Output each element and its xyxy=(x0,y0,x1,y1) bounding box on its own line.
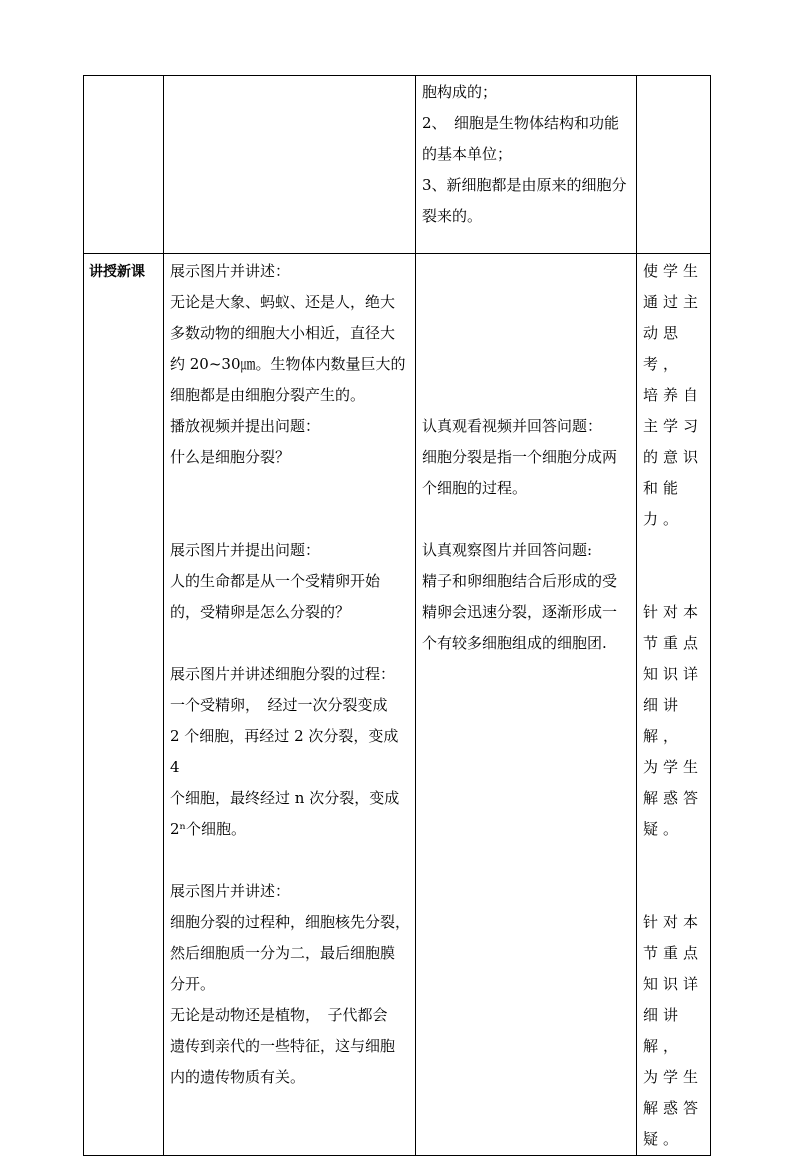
design-intent-cell xyxy=(637,76,711,254)
section-label: 讲授新课 xyxy=(89,264,145,280)
text-line: 胞构成的； xyxy=(422,83,498,101)
text-line: 知识详 xyxy=(643,975,704,993)
text-line: 知识详 xyxy=(643,665,704,683)
text-line: 使学生 xyxy=(643,262,704,280)
text-line: 认真观察图片并回答问题: xyxy=(422,541,593,559)
text-line: 个细胞，最终经过 n 次分裂，变成 xyxy=(170,789,400,807)
text-line: 展示图片并提出问题： xyxy=(170,541,321,559)
text-line: 细讲解， xyxy=(643,696,684,745)
text-line: 通过主 xyxy=(643,293,704,311)
text-line: 2 个细胞，再经过 2 次分裂，变成 4 xyxy=(170,727,399,776)
text-line: 主学习 xyxy=(643,417,704,435)
student-activity-cell xyxy=(416,76,637,254)
text-line: 遗传到亲代的一些特征，这与细胞 xyxy=(170,1037,396,1055)
text-line: 个细胞的过程。 xyxy=(422,479,528,497)
text-line: 分开。 xyxy=(170,975,216,993)
text-line: 展示图片并讲述细胞分裂的过程： xyxy=(170,665,396,683)
text-line: 动思考， xyxy=(643,324,684,373)
label-cell xyxy=(84,76,164,254)
text-line: 什么是细胞分裂？ xyxy=(170,448,291,466)
text-line: 然后细胞质一分为二，最后细胞膜 xyxy=(170,944,396,962)
text-line: 人的生命都是从一个受精卵开始 xyxy=(170,572,381,590)
text-line: 精卵会迅速分裂，逐渐形成一 xyxy=(422,603,618,621)
text-line: 和能力。 xyxy=(643,479,684,528)
design-intent-cell xyxy=(637,254,711,1156)
text-line: 内的遗传物质有关。 xyxy=(170,1068,306,1086)
text-line: 精子和卵细胞结合后形成的受 xyxy=(422,572,618,590)
text-line: 细胞分裂的过程种，细胞核先分裂， xyxy=(170,913,411,931)
text-line: 细胞都是由细胞分裂产生的。 xyxy=(170,386,366,404)
text-line: 裂来的。 xyxy=(422,207,483,225)
text-line: 约 20~30㎛。生物体内数量巨大的 xyxy=(170,355,406,373)
text-line: 为学生 xyxy=(643,1068,704,1086)
text-line: 疑。 xyxy=(643,1130,684,1148)
text-line: 2、 细胞是生物体结构和功能 xyxy=(422,114,620,132)
text-line: 无论是动物还是植物， 子代都会 xyxy=(170,1006,388,1024)
label-cell xyxy=(84,254,164,1156)
text-line: 个有较多细胞组成的细胞团. xyxy=(422,634,607,652)
text-line: 的基本单位； xyxy=(422,145,513,163)
text-line: 针对本 xyxy=(643,603,704,621)
text-line: 展示图片并讲述： xyxy=(170,882,291,900)
text-line: 多数动物的细胞大小相近，直径大 xyxy=(170,324,396,342)
table-row xyxy=(84,76,711,254)
table-row xyxy=(84,254,711,1156)
student-activity-cell xyxy=(416,254,637,1156)
text-line: 3、新细胞都是由原来的细胞分 xyxy=(422,176,627,194)
text-line: 节重点 xyxy=(643,634,704,652)
text-line: 的，受精卵是怎么分裂的？ xyxy=(170,603,351,621)
text-line: 培养自 xyxy=(643,386,704,404)
text-line: 细讲解， xyxy=(643,1006,684,1055)
text-line: 2ⁿ个细胞。 xyxy=(170,820,247,838)
text-line: 一个受精卵， 经过一次分裂变成 xyxy=(170,696,388,714)
text-line: 疑。 xyxy=(643,820,684,838)
teacher-activity-cell xyxy=(164,76,416,254)
text-line: 节重点 xyxy=(643,944,704,962)
text-line: 无论是大象、蚂蚁、还是人，绝大 xyxy=(170,293,396,311)
text-line: 细胞分裂是指一个细胞分成两 xyxy=(422,448,618,466)
text-line: 解惑答 xyxy=(643,1099,704,1117)
text-line: 播放视频并提出问题： xyxy=(170,417,321,435)
text-line: 认真观看视频并回答问题： xyxy=(422,417,603,435)
text-line: 的意识 xyxy=(643,448,704,466)
lesson-plan-table xyxy=(83,75,711,1156)
text-line: 解惑答 xyxy=(643,789,704,807)
text-line: 展示图片并讲述： xyxy=(170,262,291,280)
text-line: 针对本 xyxy=(643,913,704,931)
text-line: 为学生 xyxy=(643,758,704,776)
teacher-activity-cell xyxy=(164,254,416,1156)
